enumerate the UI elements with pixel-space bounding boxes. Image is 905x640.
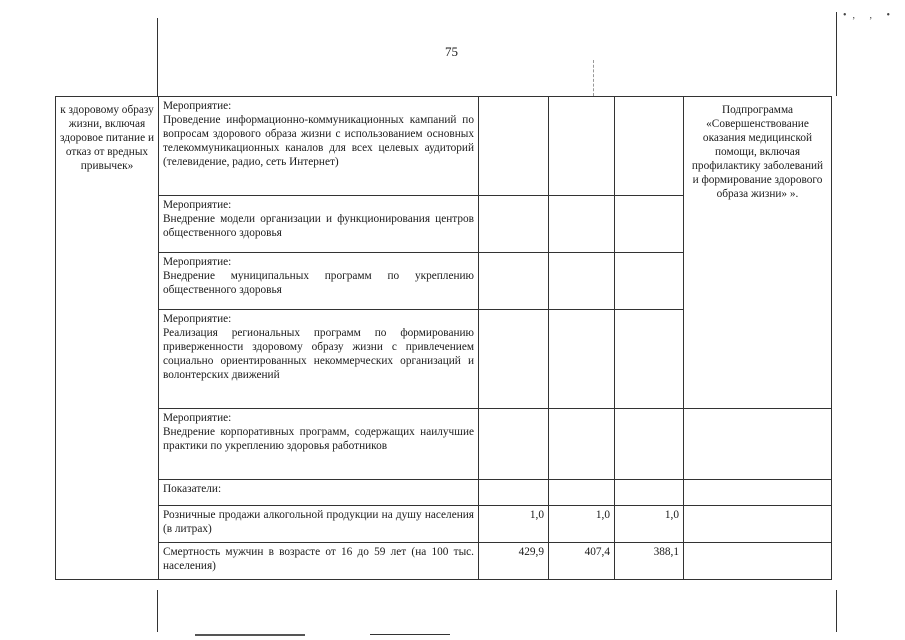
indicator-text: Смертность мужчин в возрасте от 16 до 59 лет (на 100 тыс. населения) xyxy=(163,546,474,572)
value-cell xyxy=(479,506,549,543)
table-row xyxy=(56,97,832,196)
empty-right-cell xyxy=(684,409,832,480)
event-cell xyxy=(159,253,479,310)
value-cell xyxy=(549,543,615,580)
event-cell xyxy=(159,310,479,409)
left-margin-line-bottom xyxy=(157,590,158,632)
empty-right-cell xyxy=(684,506,832,543)
table-row xyxy=(56,506,832,543)
value-cell xyxy=(615,196,684,253)
value-cell xyxy=(549,310,615,409)
indicator-value: 1,0 xyxy=(529,509,544,521)
value-cell xyxy=(549,196,615,253)
value-cell xyxy=(615,409,684,480)
goal-cell xyxy=(56,97,159,580)
event-text: Реализация региональных программ по формированию приверженности здоровому образу жизни с привлечением социально ориентированных некоммерческих организаций и волонтерских движений xyxy=(163,327,474,381)
value-cell xyxy=(615,253,684,310)
value-cell xyxy=(549,409,615,480)
event-text: Проведение информационно-коммуникационных кампаний по вопросам здорового образа жизни с использованием основных телекоммуникационных каналов для всех целевых аудиторий (телевидение, радио, сеть Интернет) xyxy=(163,114,474,168)
table-row xyxy=(56,409,832,480)
value-cell xyxy=(549,253,615,310)
event-text: Внедрение корпоративных программ, содержащих наилучшие практики по укреплению здоровья работников xyxy=(163,426,474,452)
value-cell xyxy=(615,506,684,543)
value-cell xyxy=(479,196,549,253)
event-title: Мероприятие: xyxy=(163,313,232,325)
left-margin-line xyxy=(157,18,158,96)
measures-table xyxy=(55,96,832,580)
page-number: 75 xyxy=(445,44,458,59)
goal-text: к здоровому образу жизни, включая здоровое питание и отказ от вредных привычек» xyxy=(60,104,154,172)
value-cell xyxy=(479,543,549,580)
event-cell xyxy=(159,409,479,480)
value-cell xyxy=(549,97,615,196)
table-row xyxy=(56,543,832,580)
value-cell xyxy=(479,253,549,310)
event-text: Внедрение муниципальных программ по укреплению общественного здоровья xyxy=(163,270,474,296)
empty-right-cell xyxy=(684,480,832,506)
indicator-value: 429,9 xyxy=(518,546,544,558)
value-cell xyxy=(549,480,615,506)
indicator-value: 1,0 xyxy=(664,509,679,521)
value-cell xyxy=(615,310,684,409)
empty-right-cell xyxy=(684,543,832,580)
right-margin-line xyxy=(836,12,837,96)
event-cell xyxy=(159,196,479,253)
event-title: Мероприятие: xyxy=(163,100,232,112)
value-cell xyxy=(615,543,684,580)
value-cell xyxy=(615,97,684,196)
event-title: Мероприятие: xyxy=(163,256,232,268)
bottom-scan-line-2 xyxy=(370,634,450,635)
value-cell xyxy=(479,97,549,196)
event-cell xyxy=(159,97,479,196)
bottom-scan-line xyxy=(195,634,305,636)
right-margin-line-bottom xyxy=(836,590,837,632)
indicator-text: Розничные продажи алкогольной продукции на душу населения (в литрах) xyxy=(163,509,474,535)
value-cell xyxy=(479,480,549,506)
event-text: Внедрение модели организации и функционирования центров общественного здоровья xyxy=(163,213,474,239)
scan-guide-line xyxy=(593,60,594,96)
indicators-header-cell xyxy=(159,480,479,506)
value-cell xyxy=(479,409,549,480)
indicator-cell xyxy=(159,543,479,580)
indicator-value: 407,4 xyxy=(584,546,610,558)
subprogram-cell xyxy=(684,97,832,409)
indicator-value: 388,1 xyxy=(653,546,679,558)
event-title: Мероприятие: xyxy=(163,199,232,211)
indicators-title: Показатели: xyxy=(163,483,222,495)
event-title: Мероприятие: xyxy=(163,412,232,424)
corner-marks: •, , • xyxy=(843,10,897,21)
value-cell xyxy=(479,310,549,409)
value-cell xyxy=(549,506,615,543)
indicator-cell xyxy=(159,506,479,543)
indicator-value: 1,0 xyxy=(595,509,610,521)
value-cell xyxy=(615,480,684,506)
subprogram-text: Подпрограмма «Совершенствование оказания медицинской помощи, включая профилактику заболеваний и формирование здорового образа жизни» ». xyxy=(691,104,824,200)
table-row xyxy=(56,480,832,506)
